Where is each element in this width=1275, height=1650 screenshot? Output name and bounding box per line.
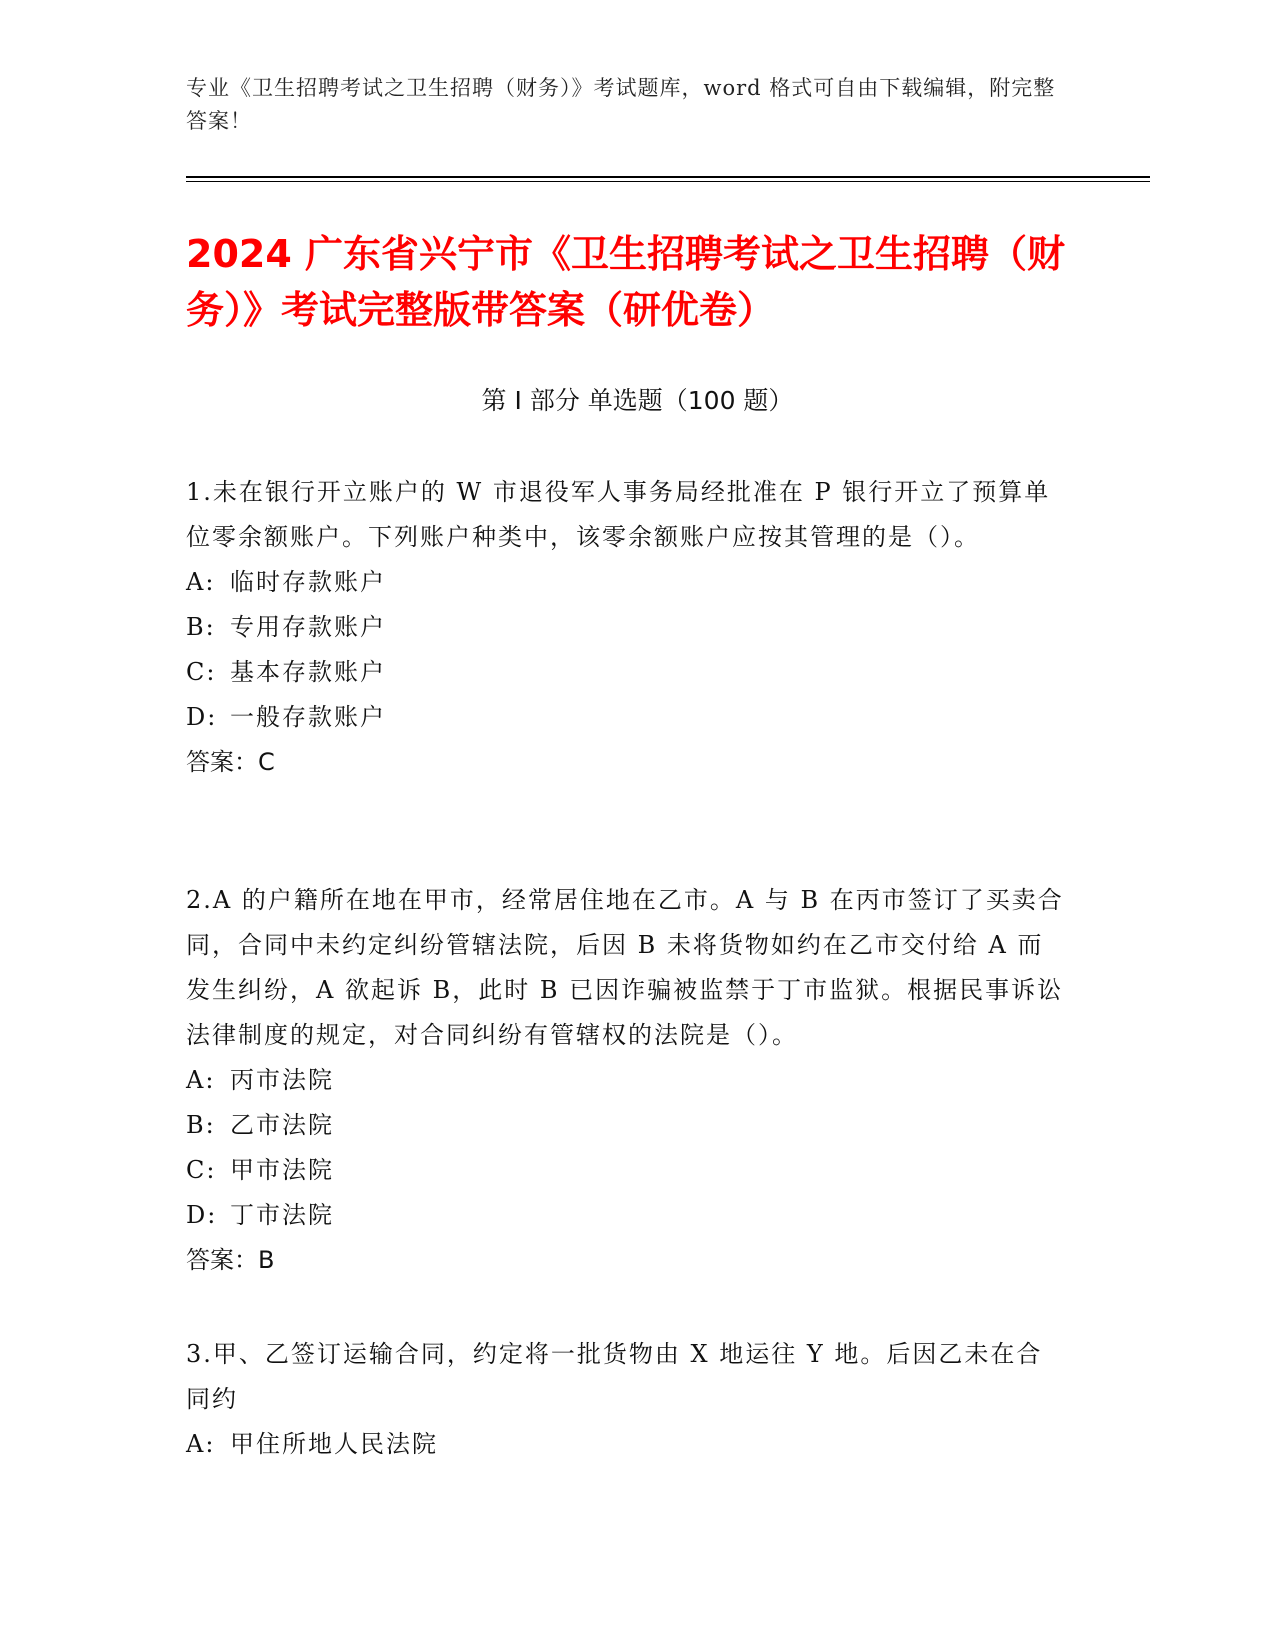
option-text: 丙市法院: [230, 1066, 334, 1094]
option-c: [186, 1148, 1066, 1193]
question-3: [186, 1332, 1066, 1467]
question-2: [186, 878, 1066, 1283]
option-letter: C:: [186, 1156, 217, 1184]
option-letter: A:: [186, 1430, 216, 1458]
option-text: 一般存款账户: [230, 703, 386, 731]
header-divider-thick: [186, 176, 1150, 178]
option-text: 专用存款账户: [230, 613, 386, 641]
option-letter: B:: [186, 613, 216, 641]
option-letter: A:: [186, 568, 216, 596]
option-text: 乙市法院: [230, 1111, 334, 1139]
option-letter: D:: [186, 703, 218, 731]
option-a: [186, 560, 1066, 605]
answer-line: 答案：B: [186, 1246, 275, 1274]
header-divider-thin: [186, 181, 1150, 182]
header-note: 专业《卫生招聘考试之卫生招聘（财务）》考试题库，word 格式可自由下载编辑，附完整答案！: [186, 76, 1056, 133]
option-letter: C:: [186, 658, 217, 686]
option-c: [186, 650, 1066, 695]
option-text: 丁市法院: [230, 1201, 334, 1229]
question-text: 2.A 的户籍所在地在甲市，经常居住地在乙市。A 与 B 在丙市签订了买卖合同，合同中未约定纠纷管辖法院，后因 B 未将货物如约在乙市交付给 A 而发生纠纷，A 欲起诉 B，此时 B 已因诈骗被监禁于丁市监狱。根据民事诉讼法律制度的规定，对合同纠纷有管辖权的法院是（）。: [186, 886, 1064, 1049]
option-a: [186, 1058, 1066, 1103]
option-d: [186, 1193, 1066, 1238]
question-text: 3.甲、乙签订运输合同，约定将一批货物由 X 地运往 Y 地。后因乙未在合同约: [186, 1340, 1043, 1413]
option-b: [186, 605, 1066, 650]
document-title: 2024 广东省兴宁市《卫生招聘考试之卫生招聘（财务）》考试完整版带答案（研优卷）: [186, 232, 1065, 332]
option-letter: D:: [186, 1201, 218, 1229]
option-text: 甲市法院: [230, 1156, 334, 1184]
option-letter: A:: [186, 1066, 216, 1094]
option-b: [186, 1103, 1066, 1148]
question-1: [186, 470, 1066, 785]
option-a: [186, 1422, 1066, 1467]
section-heading: 第 I 部分 单选题（100 题）: [481, 386, 794, 415]
option-text: 临时存款账户: [230, 568, 386, 596]
option-d: [186, 695, 1066, 740]
option-text: 基本存款账户: [230, 658, 386, 686]
question-text: 1.未在银行开立账户的 W 市退役军人事务局经批准在 P 银行开立了预算单位零余额账户。下列账户种类中，该零余额账户应按其管理的是（）。: [186, 478, 1051, 551]
option-letter: B:: [186, 1111, 216, 1139]
answer-line: 答案：C: [186, 748, 275, 776]
option-text: 甲住所地人民法院: [230, 1430, 438, 1458]
